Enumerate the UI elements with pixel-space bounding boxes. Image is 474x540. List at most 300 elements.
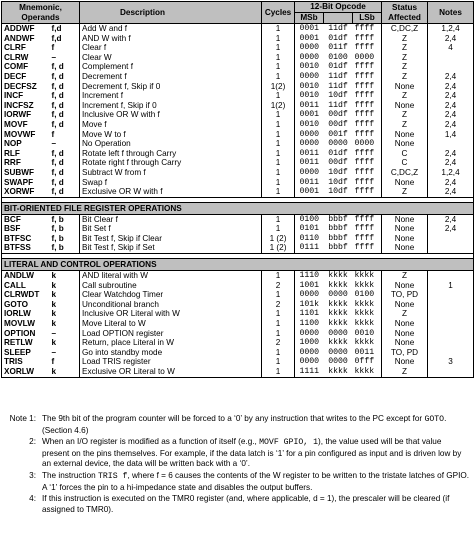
description: AND W with f xyxy=(80,34,262,44)
description: Load TRIS register xyxy=(80,357,262,367)
footnote-label: 3: xyxy=(29,470,36,480)
operands: f, d xyxy=(51,119,64,129)
opcode-msb: 0000 xyxy=(295,329,324,339)
operands: f, d xyxy=(51,110,64,120)
operands: f, d xyxy=(51,100,64,110)
footnote-text xyxy=(42,414,470,436)
status-affected: C,DC,Z xyxy=(382,168,428,178)
footnote-code: GOTO xyxy=(424,415,445,424)
mnemonic: BSF xyxy=(2,224,50,234)
operands: f, d xyxy=(51,91,64,101)
instruction-row xyxy=(2,348,474,358)
instruction-row xyxy=(2,139,474,149)
notes-ref: 2,4 xyxy=(428,224,474,234)
operands: f, b xyxy=(51,214,64,224)
status-affected: TO, PD xyxy=(382,348,428,358)
mnemonic: SUBWF xyxy=(2,168,50,178)
cycles: 1 xyxy=(262,53,295,63)
operands: f xyxy=(51,43,55,53)
status-affected: None xyxy=(382,224,428,234)
description: Clear W xyxy=(80,53,262,63)
notes-ref xyxy=(428,243,474,253)
header-mnemonic: Mnemonic, Operands xyxy=(2,2,80,24)
instruction-row xyxy=(2,357,474,367)
status-affected: None xyxy=(382,300,428,310)
instruction-row xyxy=(2,319,474,329)
opcode-lsb: 0000 xyxy=(354,52,375,62)
description: Go into standby mode xyxy=(80,348,262,358)
byte-operations xyxy=(2,24,474,198)
cycles: 1 xyxy=(262,139,295,149)
footnote-text-part: The instruction xyxy=(42,470,98,480)
opcode-lsb: kkkk xyxy=(354,309,375,319)
notes-ref: 2,4 xyxy=(428,158,474,168)
instruction-row xyxy=(2,110,474,120)
instruction-row xyxy=(2,178,474,188)
instruction-row xyxy=(2,62,474,72)
footnote-text xyxy=(42,437,470,470)
header-msb: MSb xyxy=(295,13,324,24)
cycles: 1(2) xyxy=(262,82,295,92)
notes-ref: 2,4 xyxy=(428,91,474,101)
mnemonic: ANDWF xyxy=(2,34,50,44)
notes-ref xyxy=(428,309,474,319)
opcode-lsb: kkkk xyxy=(354,299,375,309)
footnote xyxy=(6,414,470,436)
opcode-lsb: ffff xyxy=(354,158,375,168)
mnemonic: ANDLW xyxy=(2,271,50,281)
footnote-text-part: ), the value used will be that value present on the pins themselves. For example, if the data latch is ‘1’ for a pin configured as input and is driven low by an external device, the data will be written back with a ‘0’. xyxy=(42,437,462,469)
mnemonic: IORWF xyxy=(2,110,50,120)
description: No Operation xyxy=(80,139,262,149)
instruction-row xyxy=(2,329,474,339)
cycles: 1 xyxy=(262,214,295,224)
description: Complement f xyxy=(80,62,262,72)
instruction-row xyxy=(2,158,474,168)
operands: – xyxy=(51,328,57,338)
notes-ref: 2,4 xyxy=(428,149,474,159)
opcode-mid: kkkk xyxy=(328,280,348,290)
notes-ref: 1,4 xyxy=(428,130,474,140)
section-title-literal-ops: LITERAL AND CONTROL OPERATIONS xyxy=(2,259,474,271)
operands: – xyxy=(51,139,57,149)
status-affected: None xyxy=(382,281,428,291)
opcode-mid: 10df xyxy=(324,187,353,197)
opcode-lsb: 0fff xyxy=(354,357,375,367)
status-affected: C xyxy=(382,149,428,159)
operands: f, d xyxy=(50,187,80,197)
cycles: 1 xyxy=(262,72,295,82)
status-affected: None xyxy=(382,243,428,253)
notes-ref xyxy=(428,338,474,348)
footnotes xyxy=(6,414,470,517)
operands: k xyxy=(51,309,57,319)
opcode-lsb: kkkk xyxy=(354,280,375,290)
opcode-msb: 101k xyxy=(295,300,324,310)
cycles: 1 xyxy=(262,309,295,319)
footnote-text xyxy=(42,471,470,493)
opcode-msb: 0001 xyxy=(295,34,324,44)
notes-ref: 2,4 xyxy=(428,72,474,82)
description: Bit Set f xyxy=(80,224,262,234)
operands: f, d xyxy=(51,148,64,158)
opcode-lsb: ffff xyxy=(354,167,375,177)
operands: f xyxy=(51,357,55,367)
notes-ref: 2,4 xyxy=(428,214,474,224)
notes-ref: 2,4 xyxy=(428,82,474,92)
opcode-lsb: ffff xyxy=(353,243,382,253)
status-affected: Z xyxy=(382,120,428,130)
mnemonic: INCFSZ xyxy=(2,101,50,111)
description: Move f xyxy=(80,120,262,130)
mnemonic: ADDWF xyxy=(2,24,50,34)
cycles: 1 xyxy=(262,34,295,44)
opcode-msb: 1111 xyxy=(295,367,324,377)
instruction-set-table xyxy=(1,1,474,378)
opcode-mid: 11df xyxy=(328,81,348,91)
notes-ref xyxy=(428,348,474,358)
description: Unconditional branch xyxy=(80,300,262,310)
instruction-row xyxy=(2,367,474,377)
notes-ref: 1,2,4 xyxy=(428,168,474,178)
opcode-lsb: ffff xyxy=(354,71,375,81)
opcode-lsb: ffff xyxy=(354,129,375,139)
instruction-row xyxy=(2,130,474,140)
operands: – xyxy=(51,347,57,357)
instruction-row xyxy=(2,243,474,253)
operands: f,d xyxy=(51,33,62,43)
description: Clear f xyxy=(80,43,262,53)
opcode-msb: 0110 xyxy=(295,234,324,244)
footnote-text-part: , where f = 6 causes the contents of the W register to be written to the tristate latches of GPIO. A ‘1’ forces the pin to a hi-impedance state and disables the output buffers. xyxy=(42,470,470,492)
status-affected: Z xyxy=(382,187,428,197)
operands: f,d xyxy=(51,24,62,33)
instruction-row xyxy=(2,120,474,130)
opcode-lsb: kkkk xyxy=(354,319,375,329)
opcode-msb: 1100 xyxy=(295,319,324,329)
description: Decrement f xyxy=(80,72,262,82)
opcode-mid: 0000 xyxy=(328,328,348,338)
opcode-msb: 0000 xyxy=(295,348,324,358)
description: Swap f xyxy=(80,178,262,188)
operands: k xyxy=(51,271,57,281)
status-affected: Z xyxy=(382,309,428,319)
footnote xyxy=(6,471,470,493)
operands: k xyxy=(51,338,57,348)
opcode-lsb: 0010 xyxy=(354,328,375,338)
cycles: 1 xyxy=(262,62,295,72)
header-notes: Notes xyxy=(428,2,474,24)
notes-ref: 3 xyxy=(428,357,474,367)
instruction-row xyxy=(2,214,474,224)
description: Bit Test f, Skip if Clear xyxy=(80,234,262,244)
status-affected: C,DC,Z xyxy=(382,24,428,34)
operands: f, d xyxy=(51,71,64,81)
opcode-mid: 10df xyxy=(328,177,348,187)
opcode-msb: 0000 xyxy=(295,43,324,53)
instruction-row xyxy=(2,91,474,101)
cycles: 1 xyxy=(262,158,295,168)
mnemonic: DECF xyxy=(2,72,50,82)
cycles: 1 xyxy=(262,91,295,101)
opcode-msb: 0000 xyxy=(295,53,324,63)
cycles: 1 xyxy=(262,24,295,34)
opcode-msb: 0011 xyxy=(295,178,324,188)
status-affected: None xyxy=(382,130,428,140)
description: Decrement f, Skip if 0 xyxy=(80,82,262,92)
operands: k xyxy=(51,280,57,290)
opcode-msb: 0101 xyxy=(295,224,324,234)
mnemonic: SLEEP xyxy=(2,348,50,358)
cycles: 1 xyxy=(262,348,295,358)
opcode-mid: 0000 xyxy=(328,290,348,300)
instruction-row xyxy=(2,168,474,178)
status-affected: None xyxy=(382,214,428,224)
opcode-msb: 0010 xyxy=(295,91,324,101)
opcode-msb: 0000 xyxy=(295,130,324,140)
notes-ref: 1 xyxy=(428,281,474,291)
opcode-msb: 0000 xyxy=(295,72,324,82)
status-affected: Z xyxy=(382,43,428,53)
opcode-lsb: kkkk xyxy=(354,338,375,348)
mnemonic: BTFSC xyxy=(2,234,50,244)
cycles: 1 (2) xyxy=(262,234,295,244)
footnote-text xyxy=(42,494,470,516)
opcode-msb: 0000 xyxy=(295,139,324,149)
footnote xyxy=(6,437,470,470)
notes-ref: 4 xyxy=(428,43,474,53)
notes-ref xyxy=(428,234,474,244)
operands: k xyxy=(51,290,57,300)
opcode-mid: 10df xyxy=(328,91,348,101)
status-affected: None xyxy=(382,329,428,339)
notes-ref: 2,4 xyxy=(428,101,474,111)
opcode-mid: bbbf xyxy=(328,233,348,243)
cycles: 1 xyxy=(262,110,295,120)
opcode-lsb: kkkk xyxy=(353,367,382,377)
mnemonic: CALL xyxy=(2,281,50,291)
cycles: 1 xyxy=(262,271,295,281)
literal-operations xyxy=(2,271,474,378)
operands: f, d xyxy=(51,167,64,177)
description: Rotate left f through Carry xyxy=(80,149,262,159)
opcode-lsb: ffff xyxy=(354,100,375,110)
opcode-mid: bbbf xyxy=(328,214,348,224)
instruction-row xyxy=(2,338,474,348)
opcode-mid: 11df xyxy=(328,24,348,33)
header-lsb: LSb xyxy=(353,13,382,24)
cycles: 1 (2) xyxy=(262,243,295,253)
instruction-row xyxy=(2,24,474,34)
description: Inclusive OR Literal with W xyxy=(80,309,262,319)
mnemonic: MOVWF xyxy=(2,130,50,140)
mnemonic: TRIS xyxy=(2,357,50,367)
opcode-mid: 011f xyxy=(328,43,348,53)
cycles: 1 xyxy=(262,319,295,329)
operands: f, d xyxy=(51,62,64,72)
footnote xyxy=(6,494,470,516)
cycles: 1 xyxy=(262,43,295,53)
instruction-row xyxy=(2,72,474,82)
opcode-mid: 0100 xyxy=(328,52,348,62)
mnemonic: XORLW xyxy=(2,367,50,377)
description: Exclusive OR W with f xyxy=(80,187,262,197)
instruction-row xyxy=(2,300,474,310)
instruction-row xyxy=(2,290,474,300)
opcode-msb: 1000 xyxy=(295,338,324,348)
cycles: 2 xyxy=(262,300,295,310)
status-affected: Z xyxy=(382,271,428,281)
mnemonic: MOVF xyxy=(2,120,50,130)
mnemonic: CLRF xyxy=(2,43,50,53)
notes-ref xyxy=(428,367,474,377)
operands: f, b xyxy=(51,233,64,243)
section-title-bit-ops: BIT-ORIENTED FILE REGISTER OPERATIONS xyxy=(2,202,474,214)
status-affected: Z xyxy=(382,367,428,377)
opcode-lsb: ffff xyxy=(354,33,375,43)
mnemonic: CLRW xyxy=(2,53,50,63)
footnote-text-part: If this instruction is executed on the TMR0 register (and, where applicable, d = 1), the prescaler will be cleared (if assigned to TMR0). xyxy=(42,494,450,514)
opcode-lsb: ffff xyxy=(354,91,375,101)
mnemonic: RETLW xyxy=(2,338,50,348)
instruction-row xyxy=(2,43,474,53)
bit-operations xyxy=(2,214,474,253)
header-opcode-mid xyxy=(324,13,353,24)
instruction-row xyxy=(2,34,474,44)
status-affected: Z xyxy=(382,91,428,101)
description: Increment f, Skip if 0 xyxy=(80,101,262,111)
opcode-msb: 0000 xyxy=(295,168,324,178)
cycles: 1 xyxy=(262,224,295,234)
mnemonic: MOVLW xyxy=(2,319,50,329)
operands: k xyxy=(51,299,57,309)
notes-ref xyxy=(428,329,474,339)
description: Return, place Literal in W xyxy=(80,338,262,348)
opcode-mid: kkkk xyxy=(328,338,348,348)
status-affected: Z xyxy=(382,34,428,44)
table-header xyxy=(2,2,474,24)
operands: k xyxy=(51,319,57,329)
mnemonic: SWAPF xyxy=(2,178,50,188)
description: Clear Watchdog Timer xyxy=(80,290,262,300)
opcode-msb: 1101 xyxy=(295,309,324,319)
mnemonic: OPTION xyxy=(2,329,50,339)
description: Move W to f xyxy=(80,130,262,140)
cycles: 2 xyxy=(262,338,295,348)
opcode-mid: bbbf xyxy=(324,243,353,253)
mnemonic: IORLW xyxy=(2,309,50,319)
status-affected: None xyxy=(382,234,428,244)
opcode-msb: 0001 xyxy=(295,110,324,120)
footnote-text-part: When an I/O register is modified as a function of itself (e.g., xyxy=(42,437,260,447)
mnemonic: RLF xyxy=(2,149,50,159)
instruction-row xyxy=(2,149,474,159)
opcode-mid: 01df xyxy=(328,148,348,158)
opcode-lsb: ffff xyxy=(354,119,375,129)
notes-ref: 2,4 xyxy=(428,34,474,44)
notes-ref: 2,4 xyxy=(428,187,474,197)
description: Add W and f xyxy=(80,24,262,34)
operands: f xyxy=(51,129,55,139)
instruction-row xyxy=(2,281,474,291)
cycles: 2 xyxy=(262,281,295,291)
footnote-label: 4: xyxy=(29,494,36,504)
opcode-mid: bbbf xyxy=(328,224,348,234)
opcode-msb: 0111 xyxy=(295,243,324,253)
opcode-mid: 11df xyxy=(328,71,348,81)
opcode-mid: 001f xyxy=(328,129,348,139)
notes-ref: 2,4 xyxy=(428,178,474,188)
status-affected: None xyxy=(382,319,428,329)
opcode-lsb: kkkk xyxy=(354,271,375,281)
operands: k xyxy=(50,367,80,377)
description: Inclusive OR W with f xyxy=(80,110,262,120)
opcode-mid: kkkk xyxy=(328,271,348,281)
status-affected: None xyxy=(382,82,428,92)
notes-ref xyxy=(428,290,474,300)
opcode-msb: 0010 xyxy=(295,62,324,72)
instruction-row xyxy=(2,309,474,319)
opcode-lsb: 0011 xyxy=(354,347,375,357)
description: Bit Test f, Skip if Set xyxy=(80,243,262,253)
footnote-code: MOVF GPIO, 1 xyxy=(259,438,319,448)
opcode-mid: kkkk xyxy=(328,309,348,319)
opcode-lsb: ffff xyxy=(354,148,375,158)
description: Subtract W from f xyxy=(80,168,262,178)
opcode-mid: 0000 xyxy=(328,139,348,149)
opcode-mid: kkkk xyxy=(324,367,353,377)
opcode-mid: 11df xyxy=(328,100,348,110)
operands: f, d xyxy=(51,81,64,91)
status-affected: Z xyxy=(382,53,428,63)
opcode-lsb: 0100 xyxy=(354,290,375,300)
cycles: 1(2) xyxy=(262,101,295,111)
opcode-mid: 0000 xyxy=(328,357,348,367)
opcode-mid: kkkk xyxy=(328,319,348,329)
opcode-mid: 00df xyxy=(328,119,348,129)
status-affected: C xyxy=(382,158,428,168)
opcode-msb: 0011 xyxy=(295,101,324,111)
instruction-row xyxy=(2,224,474,234)
cycles: 1 xyxy=(262,357,295,367)
literal-section-header xyxy=(2,254,474,271)
operands: f, b xyxy=(51,224,64,234)
opcode-msb: 0010 xyxy=(295,120,324,130)
description: Bit Clear f xyxy=(80,214,262,224)
opcode-mid: kkkk xyxy=(328,299,348,309)
opcode-mid: 10df xyxy=(328,167,348,177)
opcode-mid: 00df xyxy=(328,158,348,168)
cycles: 1 xyxy=(262,329,295,339)
notes-ref xyxy=(428,53,474,63)
instruction-row xyxy=(2,271,474,281)
operands: f, d xyxy=(51,158,64,168)
notes-ref xyxy=(428,62,474,72)
header-description: Description xyxy=(80,2,262,24)
opcode-mid: 0000 xyxy=(328,347,348,357)
status-affected: TO, PD xyxy=(382,290,428,300)
operands: – xyxy=(51,52,57,62)
opcode-lsb: ffff xyxy=(354,233,375,243)
opcode-mid: 00df xyxy=(328,110,348,120)
opcode-msb: 1110 xyxy=(295,271,324,281)
cycles: 1 xyxy=(262,367,295,377)
description: Call subroutine xyxy=(80,281,262,291)
opcode-lsb: ffff xyxy=(354,43,375,53)
opcode-msb: 0000 xyxy=(295,290,324,300)
opcode-lsb: ffff xyxy=(354,214,375,224)
description: Exclusive OR Literal to W xyxy=(80,367,262,377)
